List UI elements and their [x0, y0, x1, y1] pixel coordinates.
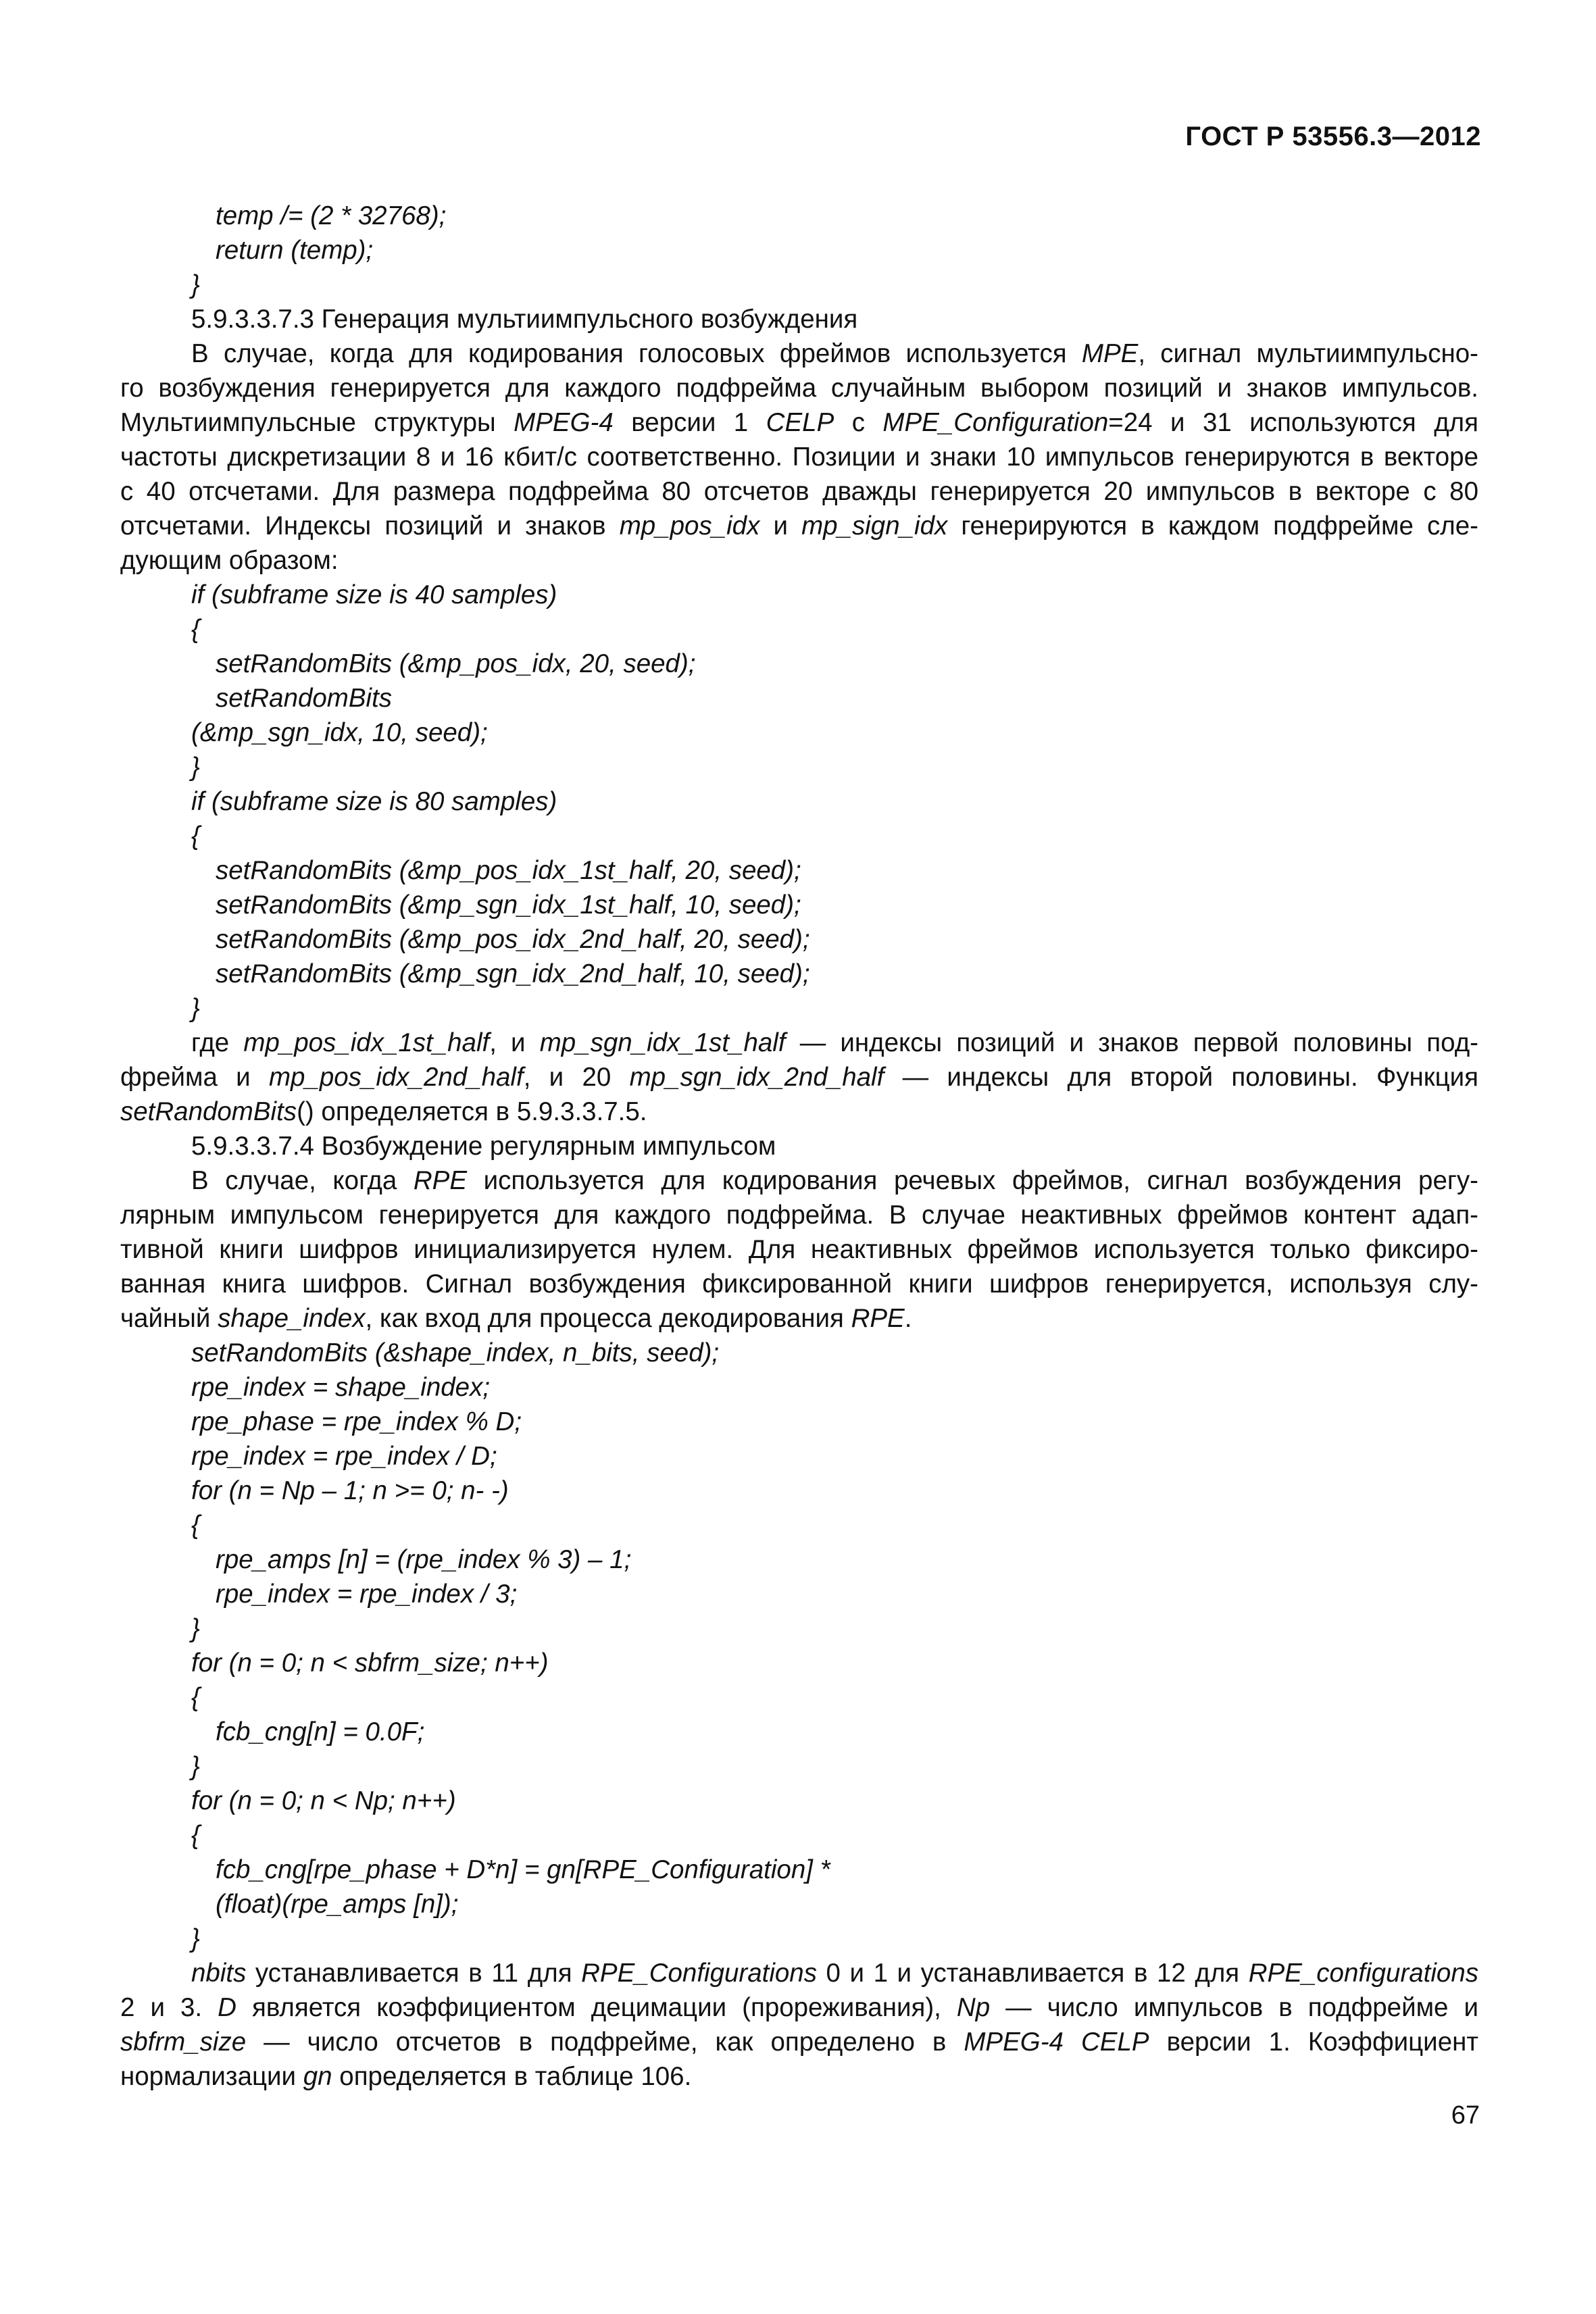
document-body — [120, 199, 1478, 2094]
code-line: for (n = 0; n < Np; n++) — [191, 1786, 456, 1815]
code-line: } — [191, 994, 200, 1023]
paragraph-line: ванная книга шифров. Сигнал возбуждения фиксированной книги шифров генерируется, используя слу- — [120, 1269, 1478, 1299]
code-line: } — [191, 753, 200, 782]
code-line: { — [191, 615, 200, 644]
code-line: if (subframe size is 40 samples) — [191, 580, 557, 609]
code-line: (&mp_sgn_idx, 10, seed); — [191, 718, 488, 747]
paragraph-line: Мультиимпульсные структуры MPEG-4 версии 1 CELP с MPE_Configuration=24 и 31 используются для — [120, 408, 1478, 437]
code-line: setRandomBits (&mp_sgn_idx_1st_half, 10, seed); — [216, 890, 801, 920]
section-heading: 5.9.3.3.7.3 Генерация мультиимпульсного возбуждения — [191, 305, 858, 334]
standard-header: ГОСТ Р 53556.3—2012 — [1185, 122, 1481, 151]
paragraph-line: тивной книги шифров инициализируется нулем. Для неактивных фреймов используется только фиксиро- — [120, 1235, 1478, 1264]
code-line: } — [191, 270, 200, 299]
code-line: setRandomBits (&mp_pos_idx_2nd_half, 20, seed); — [216, 925, 810, 954]
code-line: if (subframe size is 80 samples) — [191, 787, 557, 816]
paragraph-line: В случае, когда RPE используется для кодирования речевых фреймов, сигнал возбуждения регу- — [191, 1166, 1478, 1195]
paragraph-line: лярным импульсом генерируется для каждого подфрейма. В случае неактивных фреймов контент адап- — [120, 1201, 1478, 1230]
section-heading: 5.9.3.3.7.4 Возбуждение регулярным импульсом — [191, 1132, 776, 1161]
paragraph-line: с 40 отсчетами. Для размера подфрейма 80 отсчетов дважды генерируется 20 импульсов в векторе с 80 — [120, 477, 1478, 506]
code-line: } — [191, 1752, 200, 1781]
code-line: rpe_index = rpe_index / 3; — [216, 1580, 518, 1609]
paragraph-line: нормализации gn определяется в таблице 106. — [120, 2062, 692, 2091]
paragraph-line: чайный shape_index, как вход для процесса декодирования RPE. — [120, 1304, 912, 1333]
code-line: { — [191, 1683, 200, 1712]
paragraph-line: 2 и 3. D является коэффициентом децимации (прореживания), Np — число импульсов в подфрейме и — [120, 1993, 1478, 2022]
code-line: { — [191, 1821, 200, 1850]
code-line: fcb_cng[n] = 0.0F; — [216, 1717, 425, 1746]
paragraph-line: фрейма и mp_pos_idx_2nd_half, и 20 mp_sgn_idx_2nd_half — индексы для второй половины. Функция — [120, 1063, 1478, 1092]
code-line: } — [191, 1614, 200, 1643]
code-line: } — [191, 1924, 200, 1953]
code-line: setRandomBits (&mp_pos_idx_1st_half, 20, seed); — [216, 856, 801, 885]
code-line: rpe_phase = rpe_index % D; — [191, 1407, 522, 1436]
code-line: for (n = 0; n < sbfrm_size; n++) — [191, 1649, 549, 1678]
code-line: (float)(rpe_amps [n]); — [216, 1890, 459, 1919]
code-line: { — [191, 1511, 200, 1540]
code-line: for (n = Np – 1; n >= 0; n- -) — [191, 1476, 509, 1505]
code-line: setRandomBits (&mp_pos_idx, 20, seed); — [216, 649, 696, 678]
code-line: rpe_amps [n] = (rpe_index % 3) – 1; — [216, 1545, 632, 1574]
code-line: rpe_index = shape_index; — [191, 1373, 491, 1402]
code-line: temp /= (2 * 32768); — [216, 201, 447, 230]
code-line: { — [191, 822, 200, 851]
code-line: setRandomBits (&mp_sgn_idx_2nd_half, 10, seed); — [216, 959, 810, 988]
paragraph-line: дующим образом: — [120, 546, 339, 575]
code-line: setRandomBits — [216, 684, 393, 713]
paragraph-line: sbfrm_size — число отсчетов в подфрейме, как определено в MPEG-4 CELP версии 1. Коэффициент — [120, 2028, 1478, 2057]
paragraph-line: setRandomBits() определяется в 5.9.3.3.7.5. — [120, 1097, 647, 1126]
paragraph-line: nbits устанавливается в 11 для RPE_Configurations 0 и 1 и устанавливается в 12 для RPE_configurations — [191, 1959, 1478, 1988]
paragraph-line: отсчетами. Индексы позиций и знаков mp_pos_idx и mp_sign_idx генерируются в каждом подфрейме сле- — [120, 511, 1478, 540]
paragraph-line: В случае, когда для кодирования голосовых фреймов используется MPE, сигнал мультиимпульсно- — [191, 339, 1478, 368]
paragraph-line: го возбуждения генерируется для каждого подфрейма случайным выбором позиций и знаков импульсов. — [120, 374, 1478, 403]
code-line: setRandomBits (&shape_index, n_bits, seed); — [191, 1338, 720, 1367]
code-line: rpe_index = rpe_index / D; — [191, 1442, 497, 1471]
paragraph-line: частоты дискретизации 8 и 16 кбит/с соответственно. Позиции и знаки 10 импульсов генерируются в векторе — [120, 443, 1478, 472]
page-number: 67 — [1451, 2101, 1480, 2130]
code-line: fcb_cng[rpe_phase + D*n] = gn[RPE_Configuration] * — [216, 1855, 830, 1884]
paragraph-line: где mp_pos_idx_1st_half, и mp_sgn_idx_1st_half — индексы позиций и знаков первой половины под- — [191, 1028, 1479, 1057]
code-line: return (temp); — [216, 236, 374, 265]
